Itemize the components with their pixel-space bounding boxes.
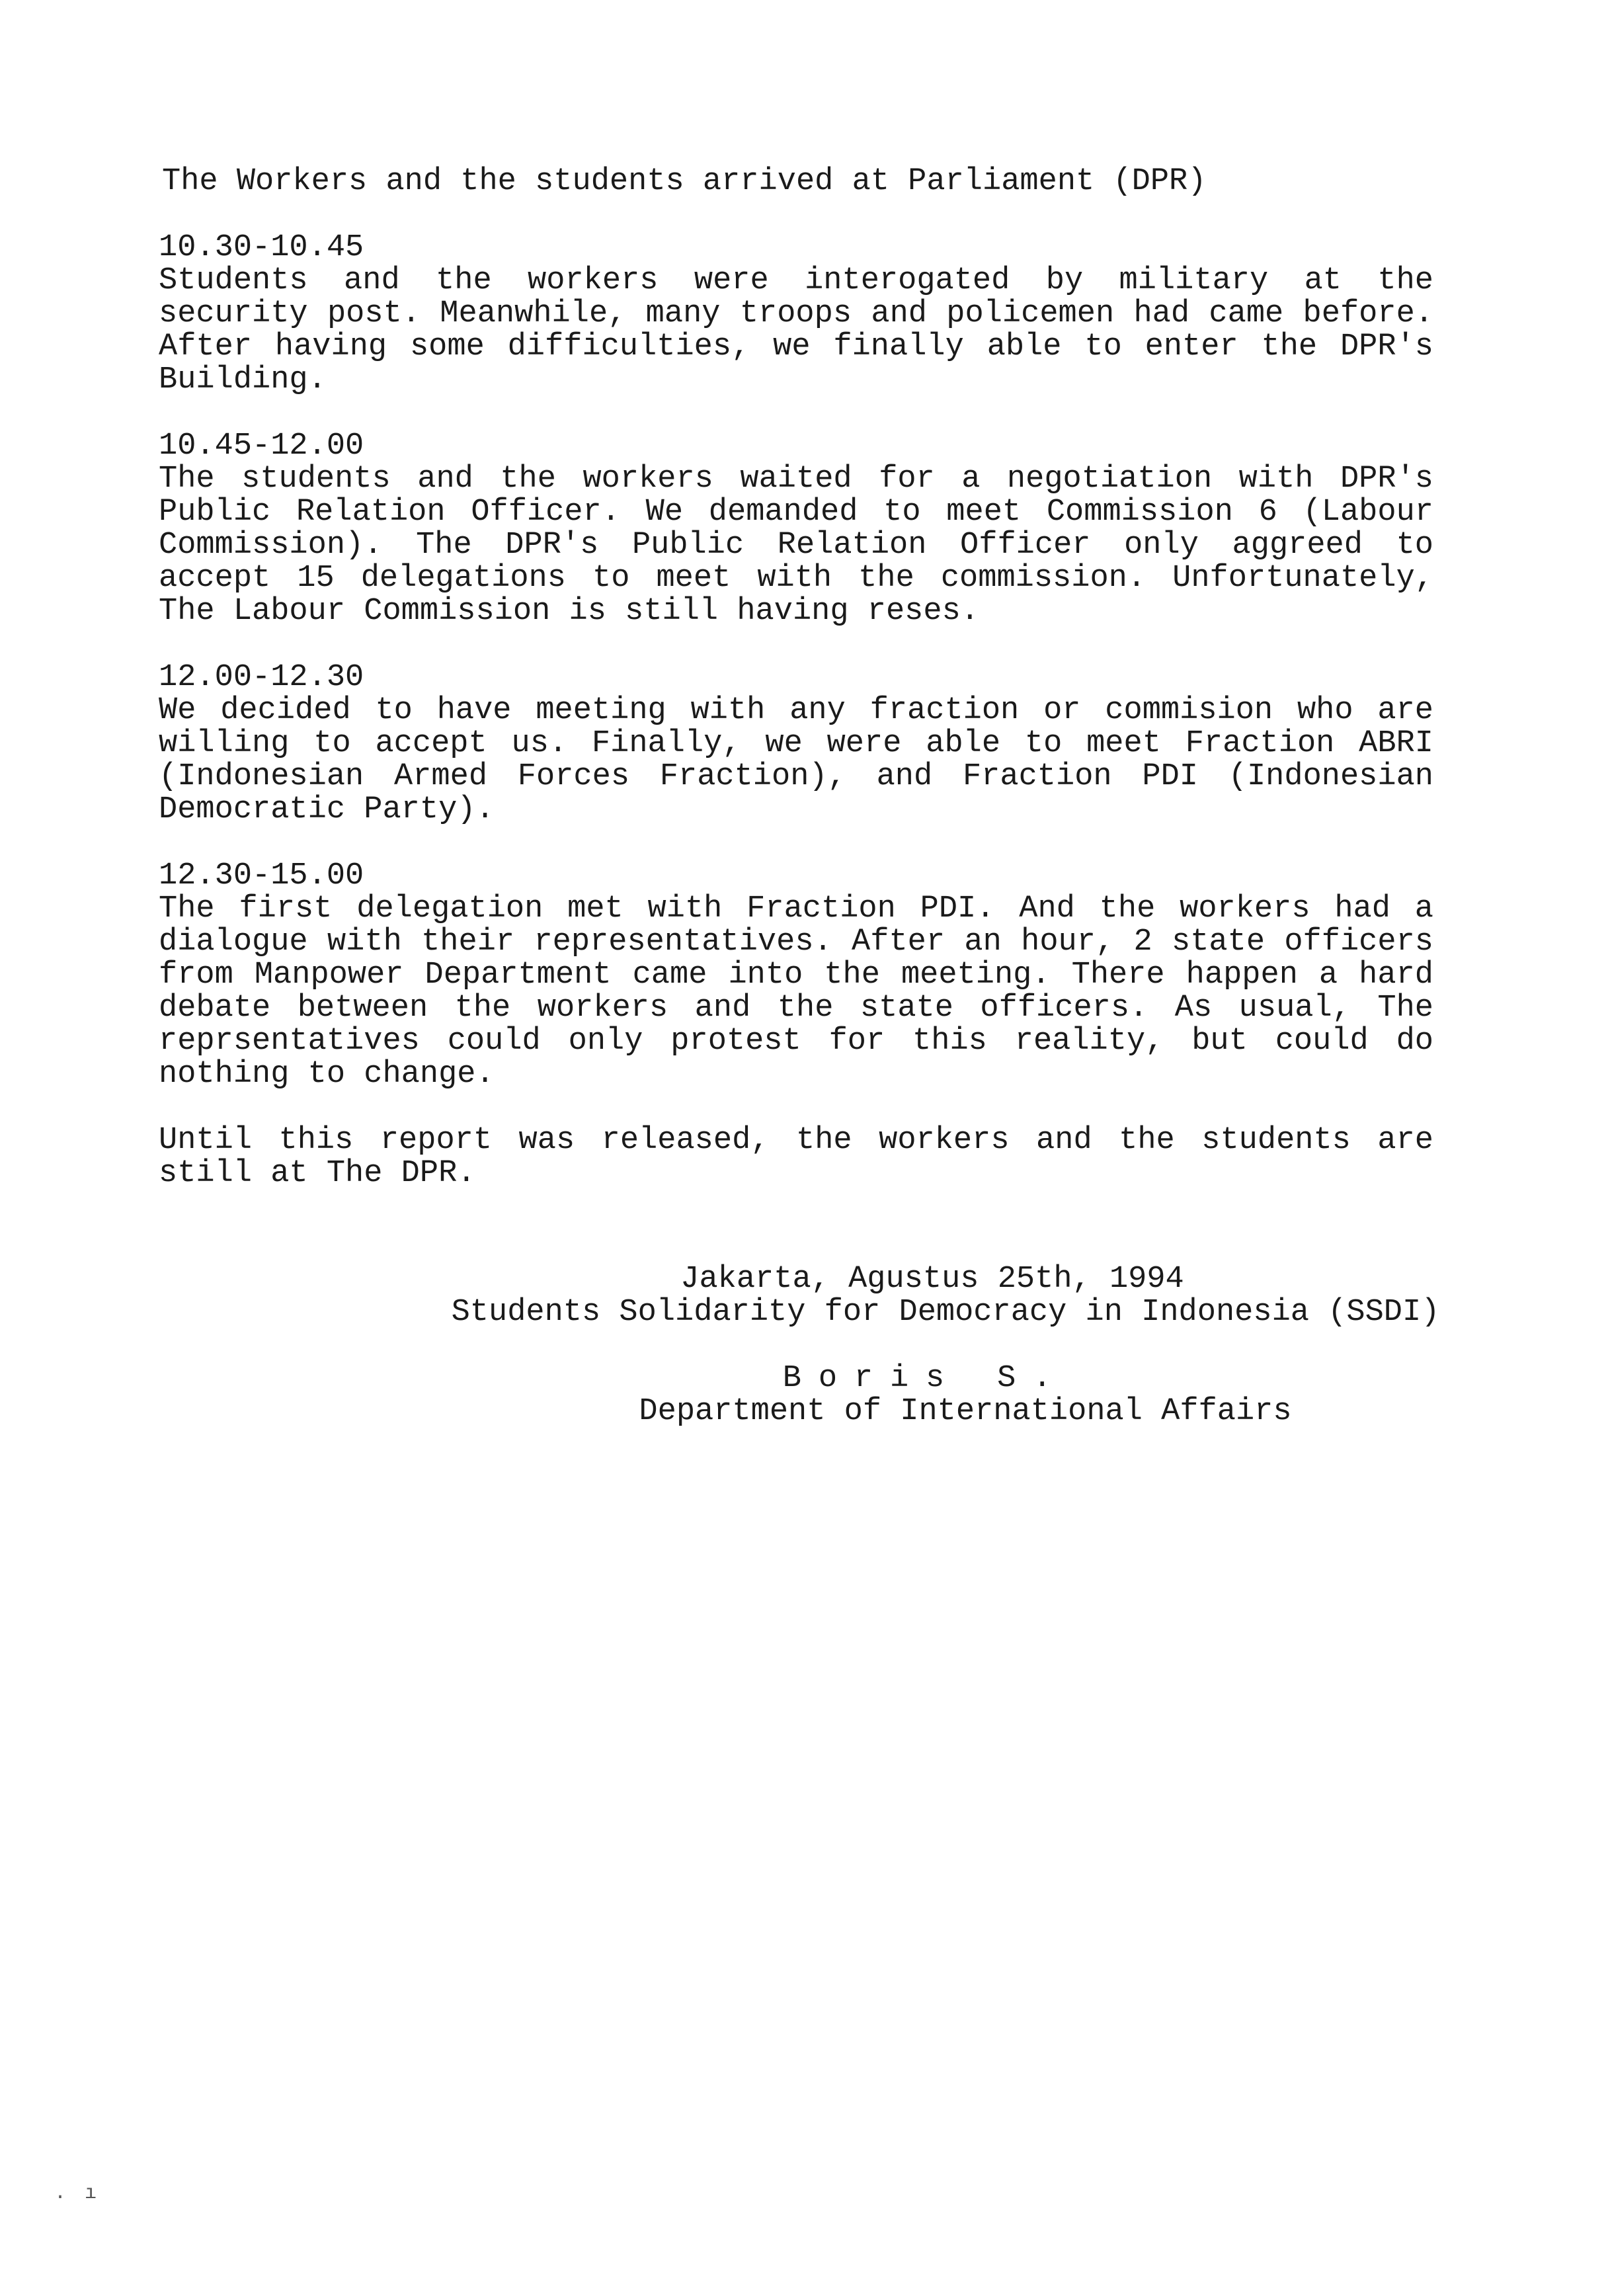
entry-2 <box>159 430 1433 628</box>
entry-text: The students and the workers waited for a negotiation with DPR's Public Relation Officer. We demanded to meet Commission 6 (Labour Commission). The DPR's Public Relation Officer only aggreed to accept 15 delegations to meet with the commission. Unfortunately, The Labour Commission is still having reses. <box>159 462 1433 629</box>
arrival-line: The Workers and the students arrived at Parliament (DPR) <box>162 164 1207 199</box>
entry-time: 10.30-10.45 <box>159 230 364 265</box>
entry-text: Students and the workers were interogated by military at the security post. Meanwhile, many troops and policemen had came before. After having some difficulties, we finally able to enter the DPR's Building. <box>159 263 1433 397</box>
entry-text: The first delegation met with Fraction PDI. And the workers had a dialogue with their representatives. After an hour, 2 state officers from Manpower Department came into the meeting. There happen a hard debate between the workers and the state officers. As usual, The reprsentatives could only protest for this reality, but could do nothing to change. <box>159 891 1433 1092</box>
entry-time: 12.30-15.00 <box>159 858 364 893</box>
signature-name: Boris S. <box>782 1361 1069 1396</box>
entry-4 <box>159 860 1433 1091</box>
signature-place-date: Jakarta, Agustus 25th, 1994 <box>680 1262 1184 1297</box>
signature-organization: Students Solidarity for Democracy in Indonesia (SSDI) <box>451 1295 1440 1330</box>
entry-3 <box>159 661 1433 827</box>
signature-department: Department of International Affairs <box>639 1394 1292 1429</box>
scan-speck: · <box>54 2186 67 2209</box>
entry-text: We decided to have meeting with any fraction or commision who are willing to accept us. Finally, we were able to meet Fraction ABRI (Indonesian Armed Forces Fraction), and Fraction PDI (Indonesian Democratic Party). <box>159 693 1433 827</box>
scan-speck: ı <box>85 2182 97 2205</box>
entry-time: 10.45-12.00 <box>159 429 364 464</box>
entry-time: 12.00-12.30 <box>159 660 364 695</box>
closing-paragraph <box>159 1124 1433 1190</box>
entry-1 <box>159 231 1433 397</box>
closing-text: Until this report was released, the workers and the students are still at The DPR. <box>159 1123 1433 1191</box>
